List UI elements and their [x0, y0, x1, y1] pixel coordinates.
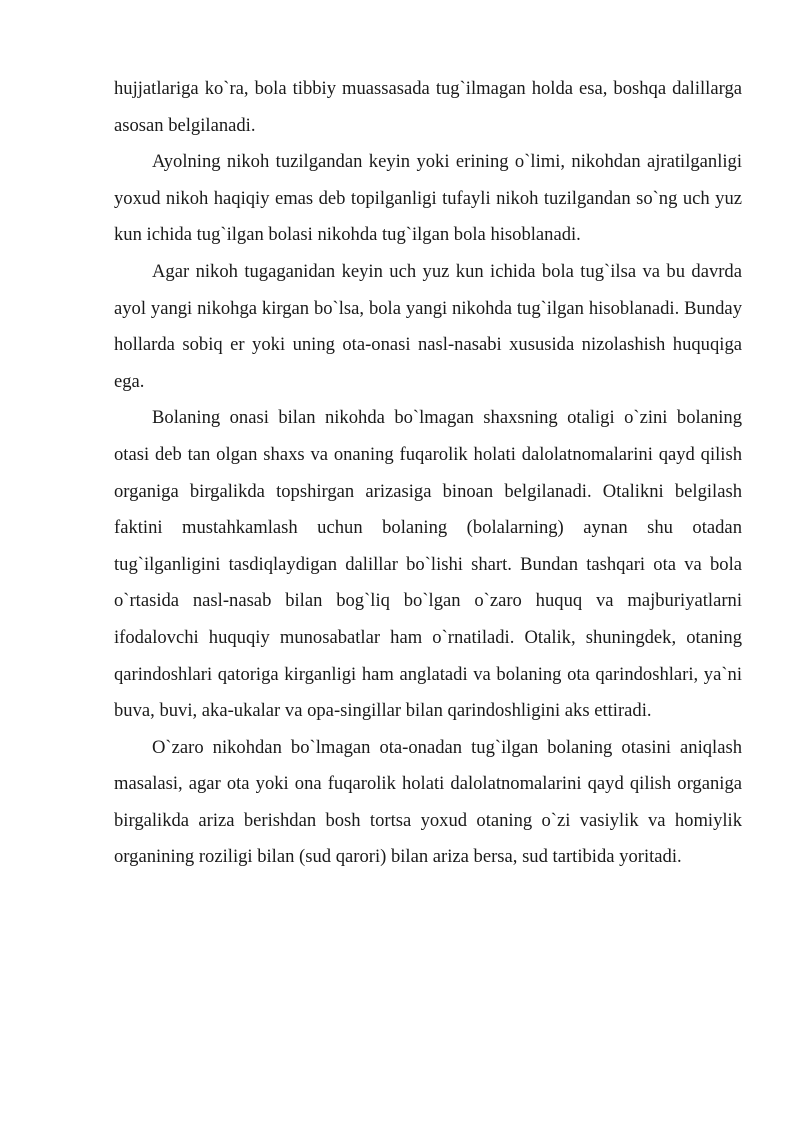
paragraph-paternity-establishment: Bolaning onasi bilan nikohda bo`lmagan shaxsning otaligi o`zini bolaning otasi deb tan olgan shaxs va onaning fuqarolik holati dalolatnomalarini qayd qilish organiga birgalikda topshirgan arizasiga binoan belgilanadi. Otalikni belgilash faktini mustahkamlash uchun bolaning (bolalarning) aynan shu otadan tug`ilganligini tasdiqlaydigan dalillar bo`lishi shart. Bundan tashqari ota va bola o`rtasida nasl-nasab bilan bog`liq bo`lgan o`zaro huquq va majburiyatlarni ifodalovchi huquqiy munosabatlar ham o`rnatiladi. Otalik, shuningdek, otaning qarindoshlari qatoriga kirganligi ham anglatadi va bolaning ota qarindoshlari, ya`ni buva, buvi, aka-ukalar va opa-singillar bilan qarindoshligini aks ettiradi. [114, 407, 742, 722]
paragraph-court-procedure: O`zaro nikohdan bo`lmagan ota-onadan tug`ilgan bolaning otasini aniqlash masalasi, agar ota yoki ona fuqarolik holati dalolatnomalarini qayd qilish organiga birgalikda ariza berishdan bosh tortsa yoxud otaning o`zi vasiylik va homiylik organining roziligi bilan (sud qarori) bilan ariza bersa, sud tartibida yoritadi. [114, 736, 742, 868]
paragraph-child-born-in-marriage: Ayolning nikoh tuzilgandan keyin yoki erining o`limi, nikohdan ajratilganligi yoxud nikoh haqiqiy emas deb topilganligi tufayli nikoh tuzilgandan so`ng uch yuz kun ichida tug`ilgan bolasi nikohda tug`ilgan bola hisoblanadi. [114, 151, 742, 246]
paragraph-continuation: hujjatlariga ko`ra, bola tibbiy muassasada tug`ilmagan holda esa, boshqa dalillarga asosan belgilanadi. [114, 78, 742, 136]
paragraph-new-marriage: Agar nikoh tugaganidan keyin uch yuz kun ichida bola tug`ilsa va bu davrda ayol yangi nikohga kirgan bo`lsa, bola yangi nikohda tug`ilgan hisoblanadi. Bunday hollarda sobiq er yoki uning ota-onasi nasl-nasabi xususida nizolashish huquqiga ega. [114, 260, 742, 392]
document-page [114, 71, 742, 876]
